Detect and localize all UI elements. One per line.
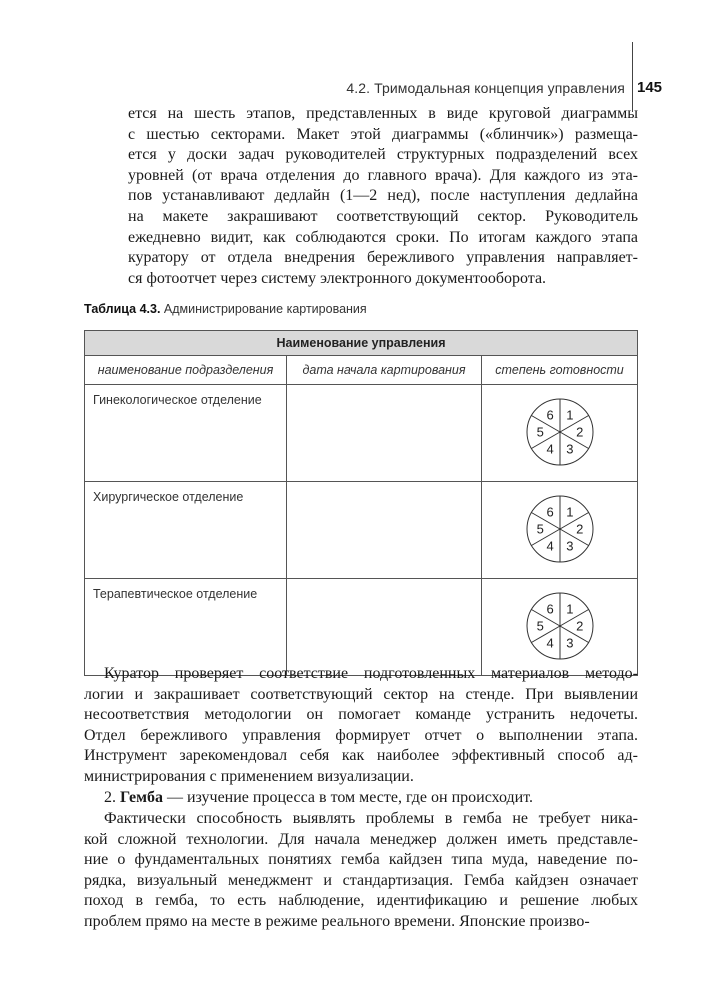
text-line: логии и закрашивает соответствующий сектор на стенде. При выявлении — [84, 685, 638, 703]
table-row — [85, 579, 638, 676]
text-line: Куратор проверяет соответствие подготовленных материалов методо- — [104, 665, 638, 682]
pie-divider — [560, 432, 589, 449]
text-line: с шестью секторами. Макет этой диаграммы («блинчик») размеща- — [128, 125, 638, 143]
readiness-cell — [482, 482, 638, 579]
pie-divider — [560, 626, 589, 643]
pie-sector-label: 3 — [565, 635, 574, 651]
pie-sector-label: 3 — [565, 441, 574, 457]
readiness-cell — [482, 579, 638, 676]
text-line: ся фотоотчет через систему электронного документооборота. — [128, 269, 547, 287]
pie-sector-label: 1 — [565, 503, 574, 519]
pie-sector-label: 3 — [565, 538, 574, 554]
list-item-term: Гемба — [120, 789, 163, 806]
pie-sector-label: 6 — [545, 503, 554, 519]
table-row — [85, 482, 638, 579]
text-line: министрирования с применением визуализации. — [84, 767, 414, 785]
text-line: ется на шесть этапов, представленных в виде круговой диаграммы — [128, 105, 638, 122]
text-line: ние о фундаментальных понятиях гемба кайдзен типа муда, наведение по- — [84, 851, 638, 869]
text-line: проблем прямо на месте в режиме реального времени. Японские произво- — [84, 912, 590, 930]
pie-sector-label: 5 — [536, 424, 544, 439]
text-line: куратору от отдела внедрения бережливого управления направляет- — [128, 249, 638, 267]
column-header-department: наименование подразделения — [85, 356, 287, 385]
text-line: Отдел бережливого управления формирует отчет о выполнении этапа. — [84, 726, 638, 744]
department-cell: Гинекологическое отделение — [85, 385, 287, 482]
pie-sector-label: 2 — [575, 618, 583, 633]
text-line: Инструмент зарекомендовал себя как наиболее эффективный способ ад- — [84, 747, 638, 765]
header-separator — [632, 42, 633, 112]
column-header-date: дата начала картирования — [287, 356, 482, 385]
pie-sector-label: 6 — [545, 406, 554, 422]
pie-sector-label: 4 — [545, 635, 554, 651]
department-cell: Хирургическое отделение — [85, 482, 287, 579]
table-title: Наименование управления — [85, 331, 638, 356]
pie-sector-label: 2 — [575, 521, 583, 536]
text-line: несоответствия методологии он помогает команде устранить недочеты. — [84, 706, 638, 724]
list-item-definition: — изучение процесса в том месте, где он происходит. — [162, 789, 533, 806]
pie-divider — [560, 512, 589, 529]
pie-sector-label: 1 — [565, 406, 574, 422]
date-cell — [287, 385, 482, 482]
column-header-readiness: степень готовности — [482, 356, 638, 385]
pie-sector-label: 6 — [545, 600, 554, 616]
top-paragraph — [128, 104, 638, 289]
department-cell: Терапевтическое отделение — [85, 579, 287, 676]
readiness-cell — [482, 385, 638, 482]
text-line: ежедневно видит, как соблюдаются сроки. По итогам каждого этапа — [128, 228, 638, 246]
date-cell — [287, 579, 482, 676]
pie-sector-label: 4 — [545, 538, 554, 554]
pie-divider — [560, 609, 589, 626]
date-cell — [287, 482, 482, 579]
readiness-pie-chart — [524, 396, 596, 468]
table-caption-text: Администрирование картирования — [160, 302, 367, 316]
pie-divider — [560, 415, 589, 432]
running-title: 4.2. Тримодальная концепция управления — [346, 80, 625, 96]
text-line: на макете закрашивают соответствующий сектор. Руководитель — [128, 207, 638, 225]
bottom-paragraph — [84, 664, 638, 788]
text-line: Фактически способность выявлять проблемы в гемба не требует ника- — [104, 810, 638, 827]
pie-sector-label: 5 — [536, 521, 544, 536]
final-paragraph — [84, 809, 638, 933]
text-line: пов устанавливают дедлайн (1—2 нед), после наступления дедлайна — [128, 187, 638, 205]
table-caption-label: Таблица 4.3. — [84, 302, 161, 316]
administration-table — [84, 330, 638, 676]
pie-sector-label: 2 — [575, 424, 583, 439]
text-line: кой сложной технологии. Для начала менеджер должен иметь представле- — [84, 830, 638, 848]
list-item-gemba — [84, 788, 638, 809]
page-number: 145 — [637, 79, 663, 96]
table-caption — [84, 302, 367, 316]
readiness-pie-chart — [524, 590, 596, 662]
table-row — [85, 385, 638, 482]
text-line: уровней (от врача отделения до главного врача). Для каждого из эта- — [128, 166, 638, 184]
list-item-number: 2. — [104, 789, 116, 806]
pie-sector-label: 5 — [536, 618, 544, 633]
text-line: рядка, визуальный менеджмент и стандартизация. Гемба кайдзен означает — [84, 871, 638, 889]
pie-sector-label: 4 — [545, 441, 554, 457]
pie-sector-label: 1 — [565, 600, 574, 616]
text-line: ется у доски задач руководителей структурных подразделений всех — [128, 146, 638, 164]
pie-divider — [560, 529, 589, 546]
readiness-pie-chart — [524, 493, 596, 565]
text-line: поход в гемба, то есть наблюдение, идентификацию и решение любых — [84, 892, 638, 910]
